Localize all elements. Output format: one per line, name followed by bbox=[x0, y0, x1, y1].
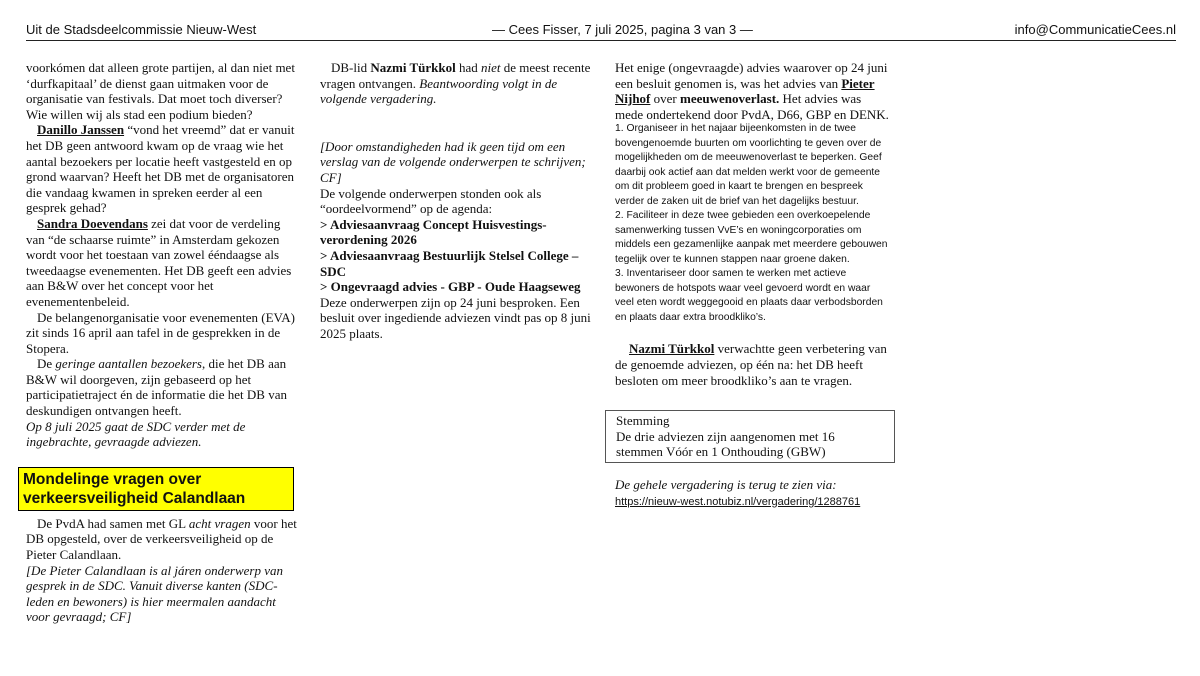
paragraph: De belangenorganisatie voor evenementen (EVA) zit sinds 16 april aan tafel in de gesprekken in de Stopera. bbox=[26, 309, 295, 356]
editor-note: [Door omstandigheden had ik geen tijd om een verslag van de volgende onderwerpen te schrijven; CF] bbox=[320, 138, 586, 185]
agenda-item: > Ongevraagd advies - GBP - Oude Haagseweg bbox=[320, 279, 581, 295]
page-header bbox=[26, 22, 1176, 41]
column-3 bbox=[615, 60, 890, 510]
speaker-name: Pieter Nijhof bbox=[615, 75, 875, 107]
paragraph: Deze onderwerpen zijn op 24 juni besproken. Een besluit over ingediende adviezen vindt pas op 8 juni 2025 plaats. bbox=[320, 294, 591, 341]
column-1 bbox=[23, 60, 298, 625]
header-left: Uit de Stadsdeelcommissie Nieuw-West bbox=[26, 22, 257, 37]
speaker-name: Nazmi Türkkol bbox=[370, 60, 456, 75]
agenda-item: > Adviesaanvraag Bestuurlijk Stelsel College – SDC bbox=[320, 247, 579, 279]
header-center: — Cees Fisser, 7 juli 2025, pagina 3 van 3 — bbox=[492, 22, 753, 37]
vote-result: De drie adviezen zijn aangenomen met 16 stemmen Vóór en 1 Onthouding (GBW) bbox=[616, 428, 835, 460]
speaker-name: Sandra Doevendans bbox=[37, 215, 148, 231]
paragraph: De PvdA had samen met GL acht vragen voor het DB opgesteld, over de verkeersveiligheid op de Pieter Calandlaan. bbox=[26, 515, 297, 563]
paragraph: Nazmi Türkkol verwachtte geen verbetering van de genoemde adviezen, op één na: het DB heeft besloten om meer broodkliko’s aan te vragen. bbox=[615, 341, 887, 388]
column-2 bbox=[320, 60, 592, 342]
paragraph: Het enige (ongevraagde) advies waarover op 24 juni een besluit genomen is, was het advies van Pieter Nijhof over meeuwenoverlast. Het advies was mede ondertekend door PvdA, D66, GBP en DENK. bbox=[615, 60, 889, 122]
advice-point: 3. Inventariseer door samen te werken met actieve bewoners de hotspots waar veel gevoerd wordt en waar veel eten wordt weggegooid en plaats daar verbodsborden en plaats daar extra broodkliko’s. bbox=[615, 268, 883, 323]
editor-note: [De Pieter Calandlaan is al járen onderwerp van gesprek in de SDC. Vanuit diverse kanten (SDC-leden en bewoners) is hier meermalen aandacht voor gevraagd; CF] bbox=[26, 562, 283, 625]
agenda-item: > Adviesaanvraag Concept Huisvestings-verordening 2026 bbox=[320, 216, 547, 248]
paragraph: Op 8 juli 2025 gaat de SDC verder met de ingebrachte, gevraagde adviezen. bbox=[26, 418, 246, 450]
paragraph: voorkómen dat alleen grote partijen, al dan niet met ‘durfkapitaal’ de dienst gaan uitmaken voor de organisatie van festivals. Dat moet toch diverser? Wie willen wij als stad een podium bieden? bbox=[26, 60, 295, 122]
advice-point: 1. Organiseer in het najaar bijeenkomsten in de twee bovengenoemde buurten om voorlichting te geven over de mogelijkheden om de meeuwenoverlast te beperken. Geef daarbij ook actief aan dat melden werkt voor de gemeente om dit probleem goed in kaart te brengen en bespreek verder de zaken uit de brief van het dagelijks bestuur. bbox=[615, 123, 882, 207]
paragraph: De gehele vergadering is terug te zien via: bbox=[615, 476, 837, 492]
paragraph: Sandra Doevendans zei dat voor de verdeling van “de schaarse ruimte” in Amsterdam gekozen wordt voor het toestaan van zowel ééndaagse als tweedaagse evenementen. Het DB geeft een advies aan B&W over het concept voor het evenementenbeleid. bbox=[26, 215, 292, 309]
header-email: info@CommunicatieCees.nl bbox=[1014, 22, 1176, 37]
advice-point: 2. Faciliteer in deze twee gebieden een overkoepelende samenwerking tussen VvE’s en woningcorporaties om middels een gezamenlijke aanpak met meerdere gebouwen tegelijk over te kunnen stappen naar groene daken. bbox=[615, 210, 888, 265]
vote-title: Stemming bbox=[616, 413, 670, 429]
vote-box bbox=[605, 410, 895, 463]
speaker-name: Danillo Janssen bbox=[37, 122, 125, 138]
speaker-name: Nazmi Türkkol bbox=[629, 341, 715, 357]
meeting-link[interactable]: https://nieuw-west.notubiz.nl/vergadering/1288761 bbox=[615, 495, 861, 508]
paragraph: Danillo Janssen “vond het vreemd” dat er vanuit het DB geen antwoord kwam op de vraag wie het aantal bezoekers per locatie heeft vastgesteld en op grond waarvan? Heeft het DB met de organisatoren die vandaag kwamen in spreken eerder al een gesprek gehad? bbox=[26, 122, 295, 216]
paragraph: DB-lid Nazmi Türkkol had niet de meest recente vragen ontvangen. Beantwoording volgt in de volgende vergadering. bbox=[320, 60, 591, 107]
section-heading: Mondelinge vragen over verkeersveiligheid Calandlaan bbox=[18, 467, 294, 511]
paragraph: De volgende onderwerpen stonden ook als “oordeelvormend” op de agenda: bbox=[320, 185, 542, 217]
paragraph: De geringe aantallen bezoekers, die het DB aan B&W wil doorgeven, zijn gebaseerd op het participatietraject én de informatie die het DB van deskundigen ontvangen heeft. bbox=[26, 356, 287, 419]
